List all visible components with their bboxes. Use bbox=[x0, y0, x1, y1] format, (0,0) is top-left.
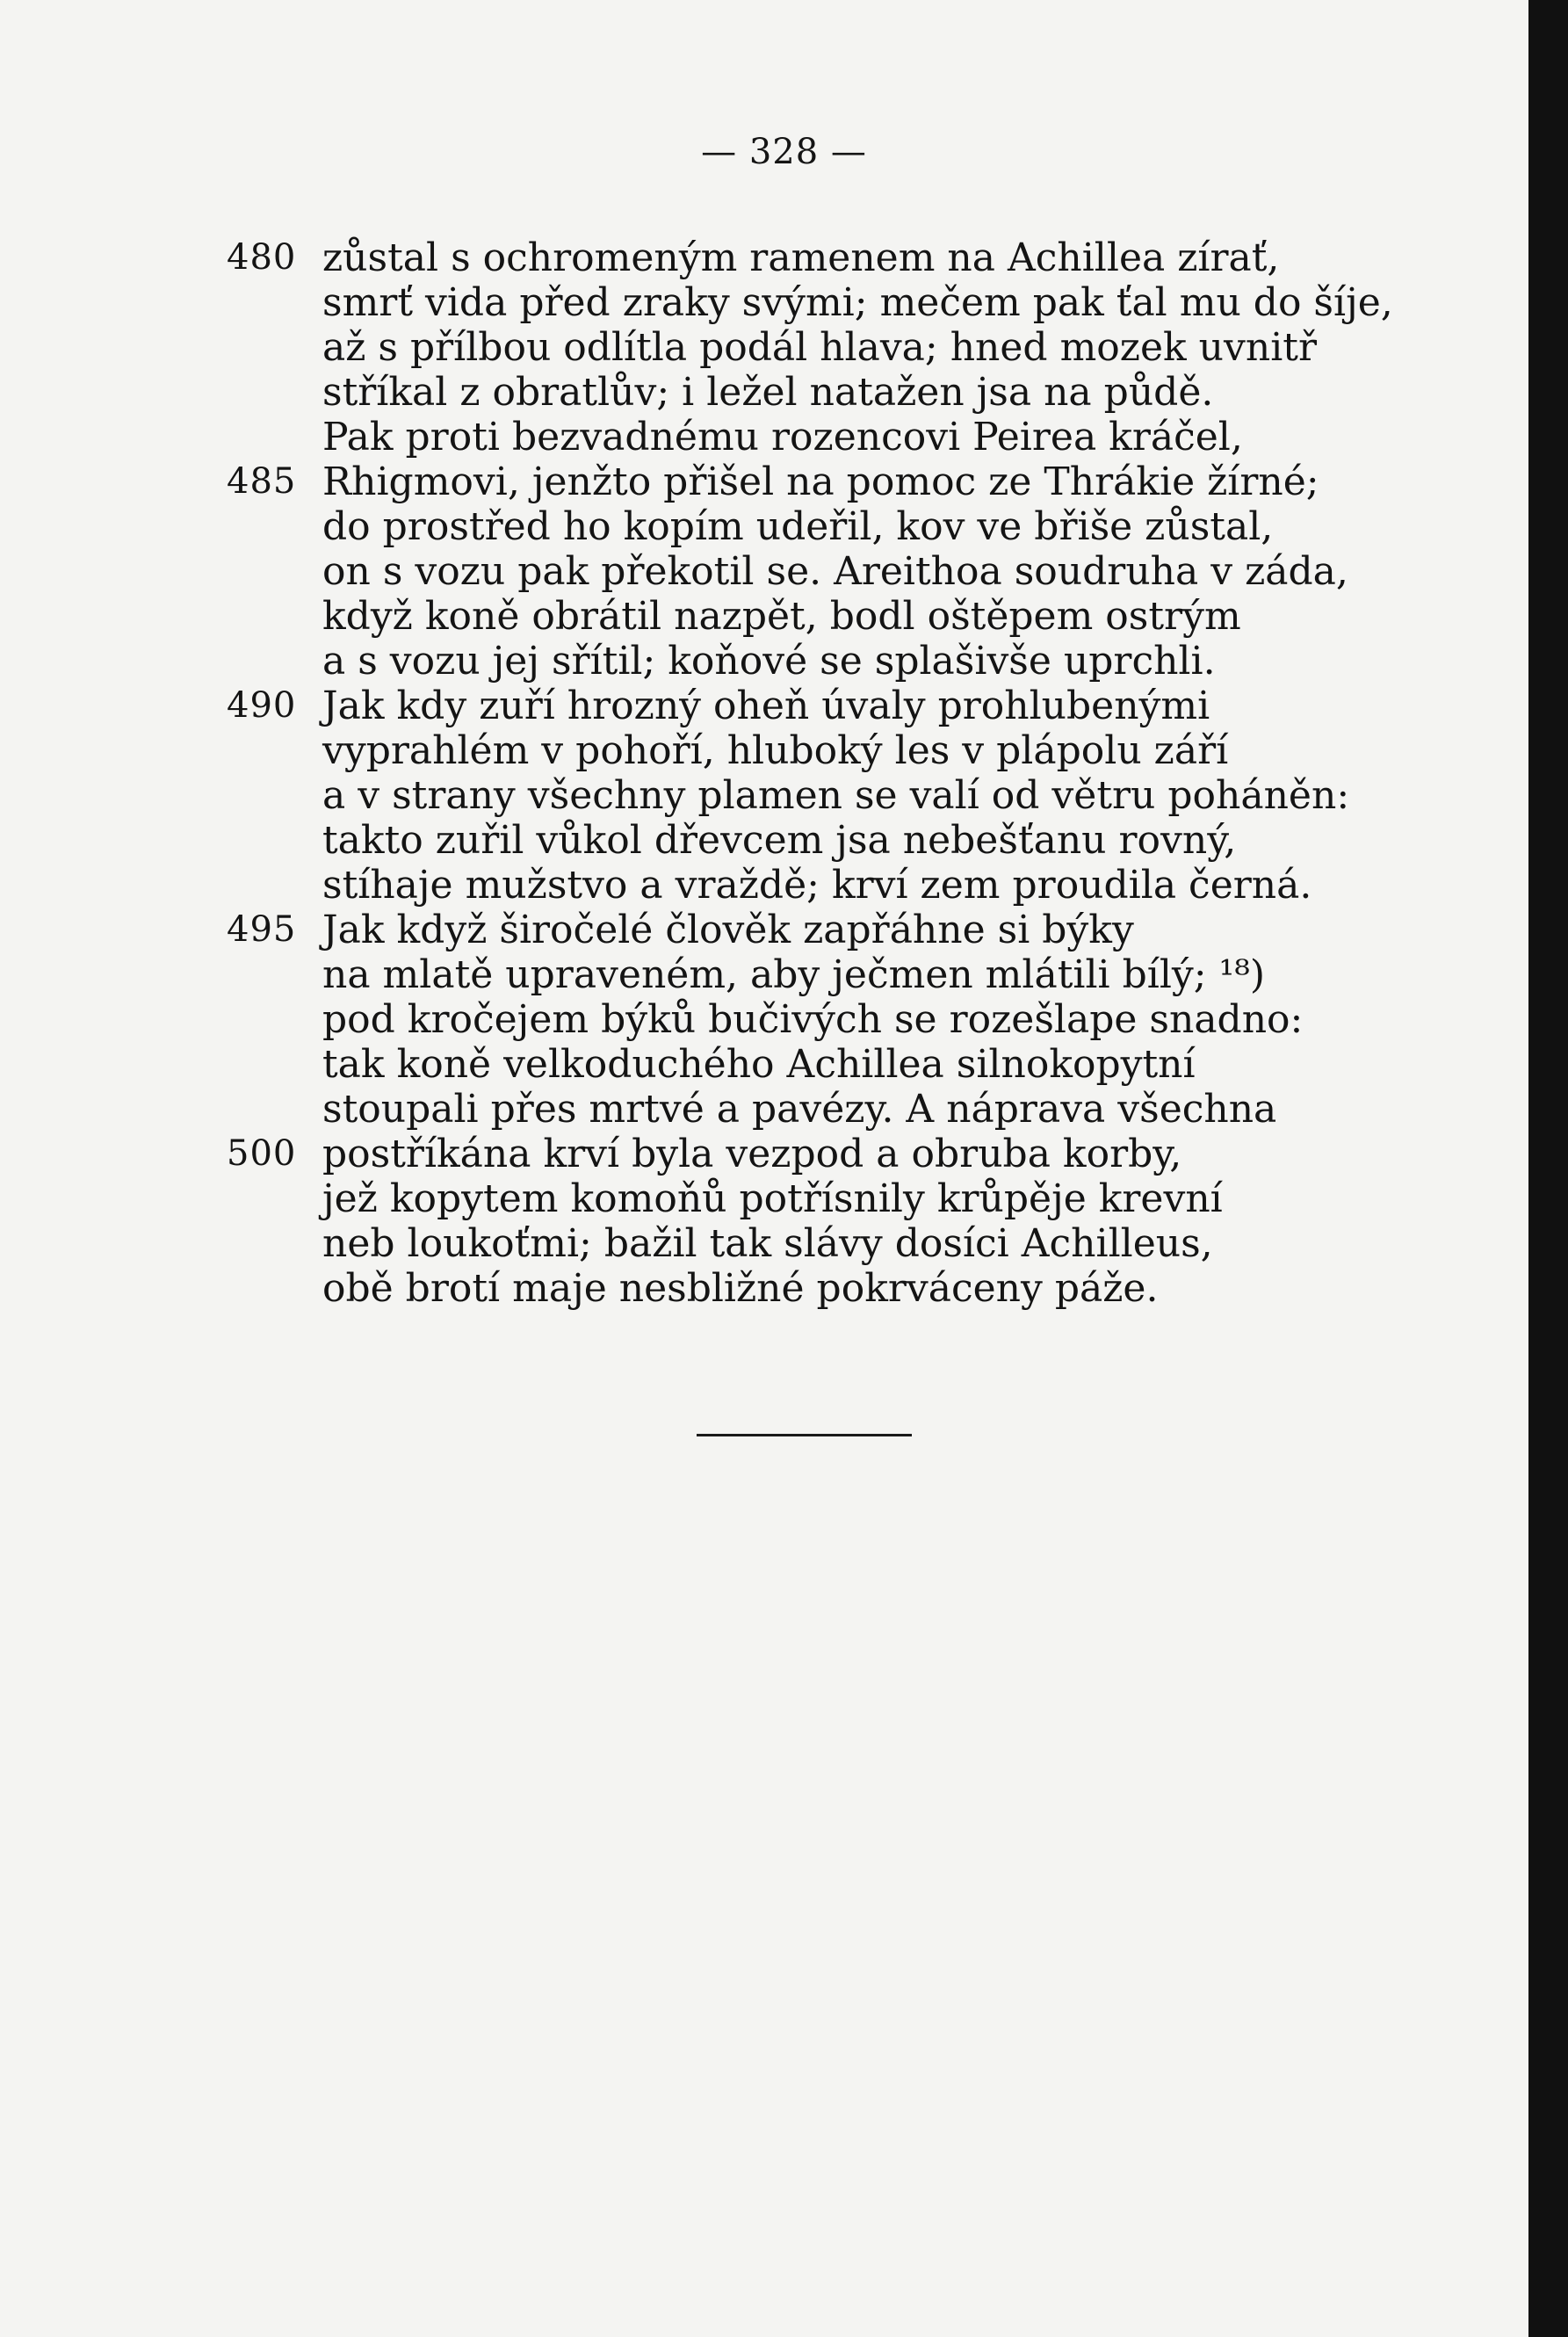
verse-text: neb loukoťmi; bažil tak slávy dosíci Achilleus, bbox=[322, 1221, 1213, 1266]
verse-line bbox=[0, 594, 1511, 639]
line-number: 495 bbox=[227, 909, 297, 950]
verse-line bbox=[0, 280, 1511, 325]
verse-text: tak koně velkoduchého Achillea silnokopytní bbox=[322, 1042, 1196, 1087]
verse-line bbox=[0, 639, 1511, 684]
verse-text: a s vozu jej sřítil; koňové se splašivše uprchli. bbox=[322, 639, 1216, 684]
verse-text: stíhaje mužstvo a vraždě; krví zem proudila černá. bbox=[322, 863, 1312, 908]
verse-line bbox=[0, 1087, 1511, 1132]
verse-line bbox=[0, 908, 1511, 952]
page-spine-edge bbox=[1528, 0, 1568, 2337]
verse-text: na mlatě upraveném, aby ječmen mlátili bílý; ¹⁸) bbox=[322, 952, 1266, 997]
verse-line bbox=[0, 1132, 1511, 1176]
verse-text: když koně obrátil nazpět, bodl oštěpem ostrým bbox=[322, 594, 1241, 639]
verse-line bbox=[0, 1221, 1511, 1266]
verse-text: až s přílbou odlítla podál hlava; hned mozek uvnitř bbox=[322, 325, 1317, 370]
verse-line bbox=[0, 235, 1511, 280]
verse-text: vyprahlém v pohoří, hluboký les v plápolu září bbox=[322, 728, 1229, 773]
verse-line bbox=[0, 549, 1511, 594]
verse-text: on s vozu pak překotil se. Areithoa soudruha v záda, bbox=[322, 549, 1348, 594]
verse-text: smrť vida před zraky svými; mečem pak ťal mu do šíje, bbox=[322, 280, 1393, 325]
verse-line bbox=[0, 773, 1511, 818]
verse-text: stoupali přes mrtvé a pavézy. A náprava všechna bbox=[322, 1087, 1277, 1132]
verse-text: jež kopytem komoňů potřísnily krůpěje krevní bbox=[322, 1176, 1223, 1221]
verse-text: Rhigmovi, jenžto přišel na pomoc ze Thrákie žírné; bbox=[322, 459, 1319, 504]
verse-line bbox=[0, 325, 1511, 370]
verse-line bbox=[0, 370, 1511, 415]
line-number: 490 bbox=[227, 685, 297, 726]
verse-text: obě brotí maje nesbližné pokrváceny páže. bbox=[322, 1266, 1159, 1311]
page-number: — 328 — bbox=[701, 132, 867, 172]
verse-line bbox=[0, 684, 1511, 728]
verse-line bbox=[0, 1266, 1511, 1311]
verse-text: do prostřed ho kopím udeřil, kov ve břiše zůstal, bbox=[322, 504, 1274, 549]
line-number: 485 bbox=[227, 461, 297, 502]
verse-line bbox=[0, 863, 1511, 908]
verse-text: zůstal s ochromeným ramenem na Achillea zírať, bbox=[322, 235, 1280, 280]
section-rule bbox=[697, 1434, 912, 1436]
line-number: 500 bbox=[227, 1133, 297, 1174]
verse-line bbox=[0, 818, 1511, 863]
verse-line bbox=[0, 459, 1511, 504]
verse-text: Jak kdy zuří hrozný oheň úvaly prohlubenými bbox=[322, 684, 1210, 728]
line-number: 480 bbox=[227, 237, 297, 278]
verse-line bbox=[0, 728, 1511, 773]
verse-text: Jak když širočelé člověk zapřáhne si býky bbox=[322, 908, 1134, 952]
verse-line bbox=[0, 504, 1511, 549]
verse-text: pod kročejem býků bučivých se rozešlape snadno: bbox=[322, 997, 1304, 1042]
verse-text: stříkal z obratlův; i ležel natažen jsa na půdě. bbox=[322, 370, 1214, 415]
verse-text: a v strany všechny plamen se valí od větru poháněn: bbox=[322, 773, 1350, 818]
verse-line bbox=[0, 1176, 1511, 1221]
verse-line bbox=[0, 952, 1511, 997]
verse-line bbox=[0, 415, 1511, 459]
verse-line bbox=[0, 1042, 1511, 1087]
verse-text: takto zuřil vůkol dřevcem jsa nebešťanu rovný, bbox=[322, 818, 1237, 863]
verse-text: Pak proti bezvadnému rozencovi Peirea kráčel, bbox=[322, 415, 1243, 459]
verse-line bbox=[0, 997, 1511, 1042]
verse-text: postříkána krví byla vezpod a obruba korby, bbox=[322, 1132, 1182, 1176]
verse-block bbox=[0, 235, 1511, 1311]
